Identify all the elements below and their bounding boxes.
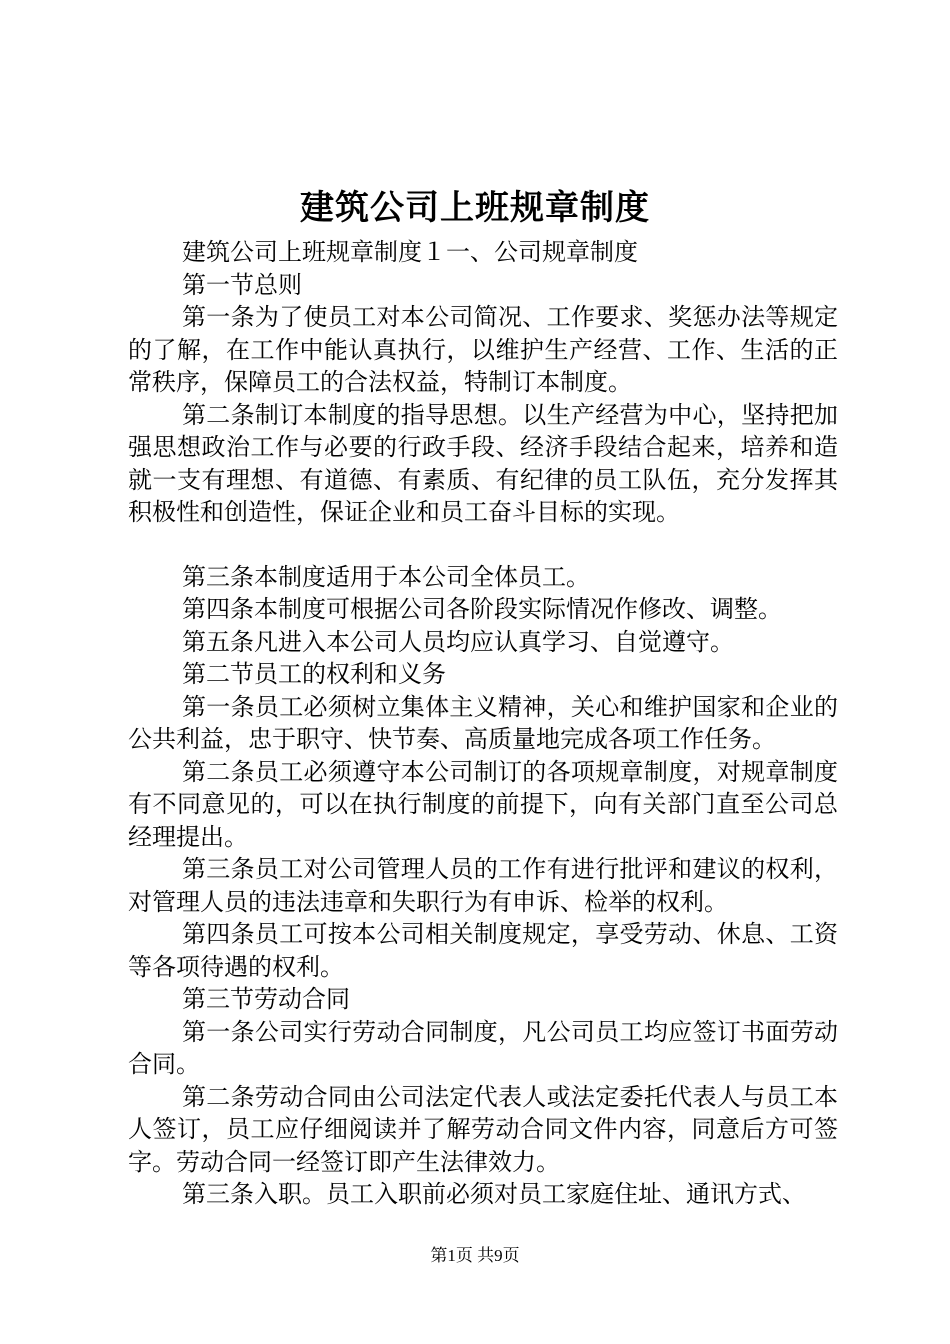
paragraph: 第二条员工必须遵守本公司制订的各项规章制度，对规章制度有不同意见的，可以在执行制度的前提下，向有关部门直至公司总经理提出。 <box>128 757 838 851</box>
paragraph: 第一条为了使员工对本公司简况、工作要求、奖惩办法等规定的了解，在工作中能认真执行，以维护生产经营、工作、生活的正常秩序，保障员工的合法权益，特制订本制度。 <box>128 303 838 396</box>
section-heading-2: 第二节员工的权利和义务 <box>182 660 446 688</box>
section-heading-1: 第一节总则 <box>182 270 302 299</box>
document-body <box>128 236 838 1211</box>
paragraph: 第五条凡进入本公司人员均应认真学习、自觉遵守。 <box>182 627 734 656</box>
paragraph: 第二条劳动合同由公司法定代表人或法定委托代表人与员工本人签订，员工应仔细阅读并了解劳动合同文件内容，同意后方可签字。劳动合同一经签订即产生法律效力。 <box>128 1082 838 1176</box>
paragraph: 第二条制订本制度的指导思想。以生产经营为中心，坚持把加强思想政治工作与必要的行政手段、经济手段结合起来，培养和造就一支有理想、有道德、有素质、有纪律的员工队伍，充分发挥其积极性和创造性，保证企业和员工奋斗目标的实现。 <box>128 400 838 526</box>
paragraph: 第三条入职。员工入职前必须对员工家庭住址、通讯方式、 <box>182 1180 806 1208</box>
paragraph: 第一条员工必须树立集体主义精神，关心和维护国家和企业的公共利益，忠于职守、快节奏、高质量地完成各项工作任务。 <box>128 692 838 753</box>
section-heading-3: 第三节劳动合同 <box>182 985 350 1013</box>
page-number-footer: 第1页 共9页 <box>430 1246 520 1265</box>
paragraph: 第三条员工对公司管理人员的工作有进行批评和建议的权利，对管理人员的违法违章和失职行为有申诉、检举的权利。 <box>128 855 838 916</box>
paragraph-intro: 建筑公司上班规章制度１一、公司规章制度 <box>182 238 638 266</box>
paragraph: 第四条员工可按本公司相关制度规定，享受劳动、休息、工资等各项待遇的权利。 <box>128 920 838 981</box>
document-title: 建筑公司上班规章制度 <box>300 188 650 228</box>
paragraph: 第三条本制度适用于本公司全体员工。 <box>182 562 590 591</box>
paragraph: 第一条公司实行劳动合同制度，凡公司员工均应签订书面劳动合同。 <box>128 1017 838 1078</box>
paragraph: 第四条本制度可根据公司各阶段实际情况作修改、调整。 <box>182 595 782 623</box>
